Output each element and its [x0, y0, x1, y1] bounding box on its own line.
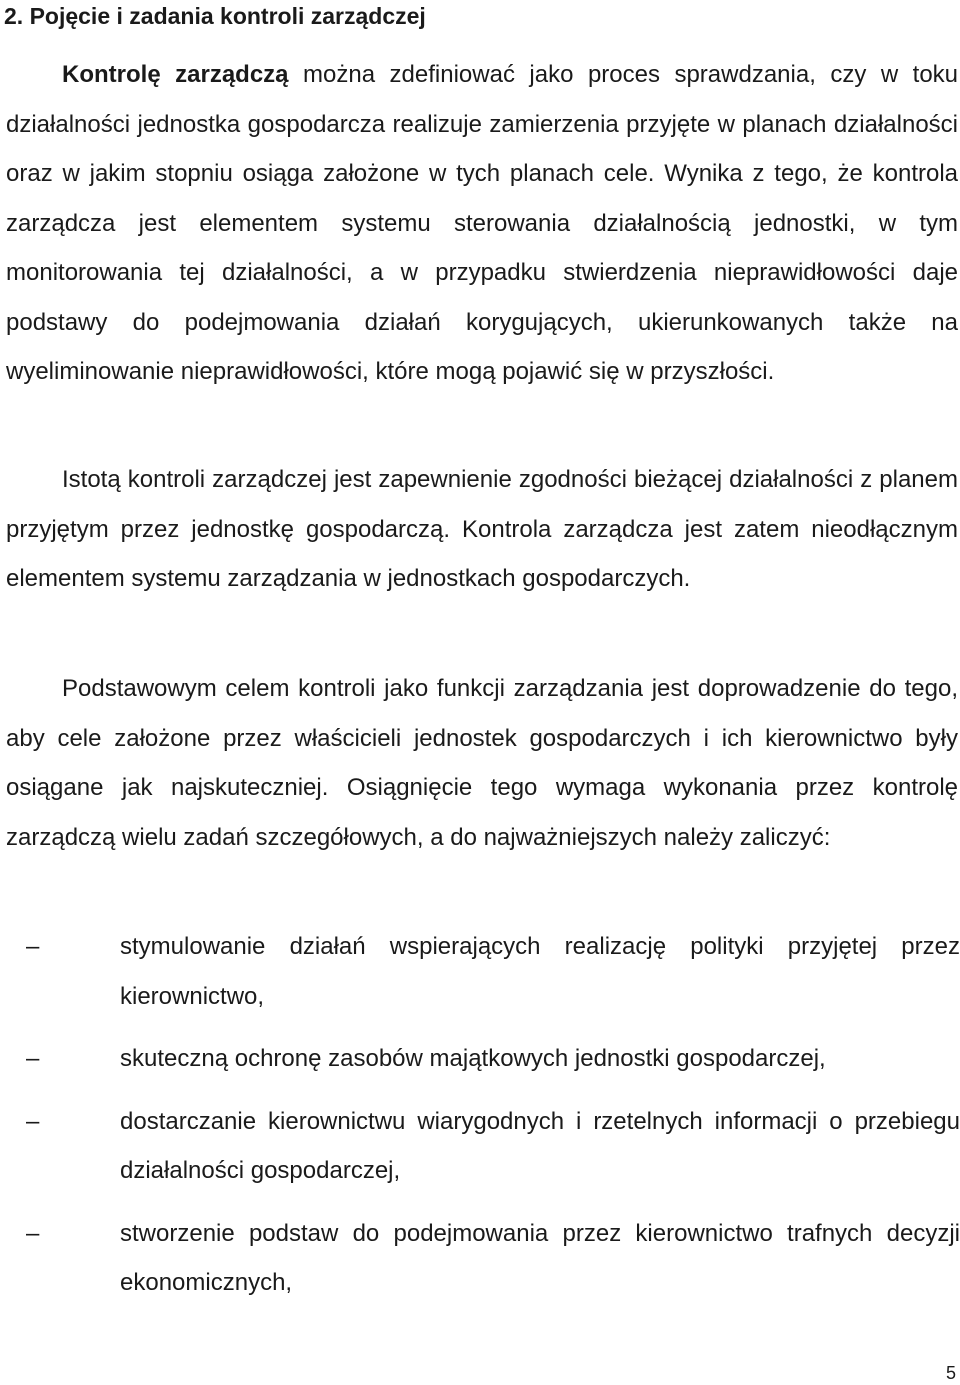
task-list: [0, 922, 960, 1321]
page-number: 5: [945, 1363, 956, 1383]
paragraph-definition-text: można zdefiniować jako proces sprawdzania, czy w toku działalności jednostka gospodarcza realizuje zamierzenia przyjęte w planach działalności oraz w jakim stopniu osiąga założone w tych planach cele. Wynika z tego, że kontrola zarządcza jest elementem systemu sterowania działalnością jednostki, w tym monitorowania tej działalności, a w przypadku stwierdzenia nieprawidłowości daje podstawy do podejmowania działań korygujących, ukierunkowanych także na wyeliminowanie nieprawidłowości, które mogą pojawić się w przyszłości.: [6, 61, 959, 385]
list-item-text: skuteczną ochronę zasobów majątkowych jednostki gospodarczej,: [120, 1045, 826, 1072]
list-item: [0, 1209, 960, 1308]
list-item-text: stymulowanie działań wspierających realizację polityki przyjętej przez kierownictwo,: [120, 933, 960, 1010]
paragraph-definition: [6, 50, 958, 397]
paragraph-essence: Istotą kontroli zarządczej jest zapewnienie zgodności bieżącej działalności z planem przyjętym przez jednostkę gospodarczą. Kontrola zarządcza jest zatem nieodłącznym elementem systemu zarządzania w jednostkach gospodarczych.: [6, 466, 958, 592]
defined-term: Kontrolę zarządczą: [62, 61, 289, 88]
list-item: [0, 922, 960, 1021]
paragraph-goal: Podstawowym celem kontroli jako funkcji zarządzania jest doprowadzenie do tego, aby cele założone przez właścicieli jednostek gospodarczych i ich kierownictwo były osiągane jak najskuteczniej. Osiągnięcie tego wymaga wykonania przez kontrolę zarządczą wielu zadań szczegółowych, a do najważniejszych należy zaliczyć:: [6, 675, 958, 851]
list-item-text: stworzenie podstaw do podejmowania przez kierownictwo trafnych decyzji ekonomicznych,: [120, 1219, 960, 1296]
list-dash-marker: –: [26, 1107, 40, 1135]
list-dash-marker: –: [26, 1219, 40, 1247]
list-item: [0, 1097, 960, 1196]
list-item-text: dostarczanie kierownictwu wiarygodnych i rzetelnych informacji o przebiegu działalności gospodarczej,: [120, 1107, 960, 1184]
list-dash-marker: –: [26, 1045, 40, 1072]
list-dash-marker: –: [26, 933, 40, 960]
list-item: [0, 1034, 960, 1084]
section-heading: 2. Pojęcie i zadania kontroli zarządczej: [4, 3, 426, 29]
